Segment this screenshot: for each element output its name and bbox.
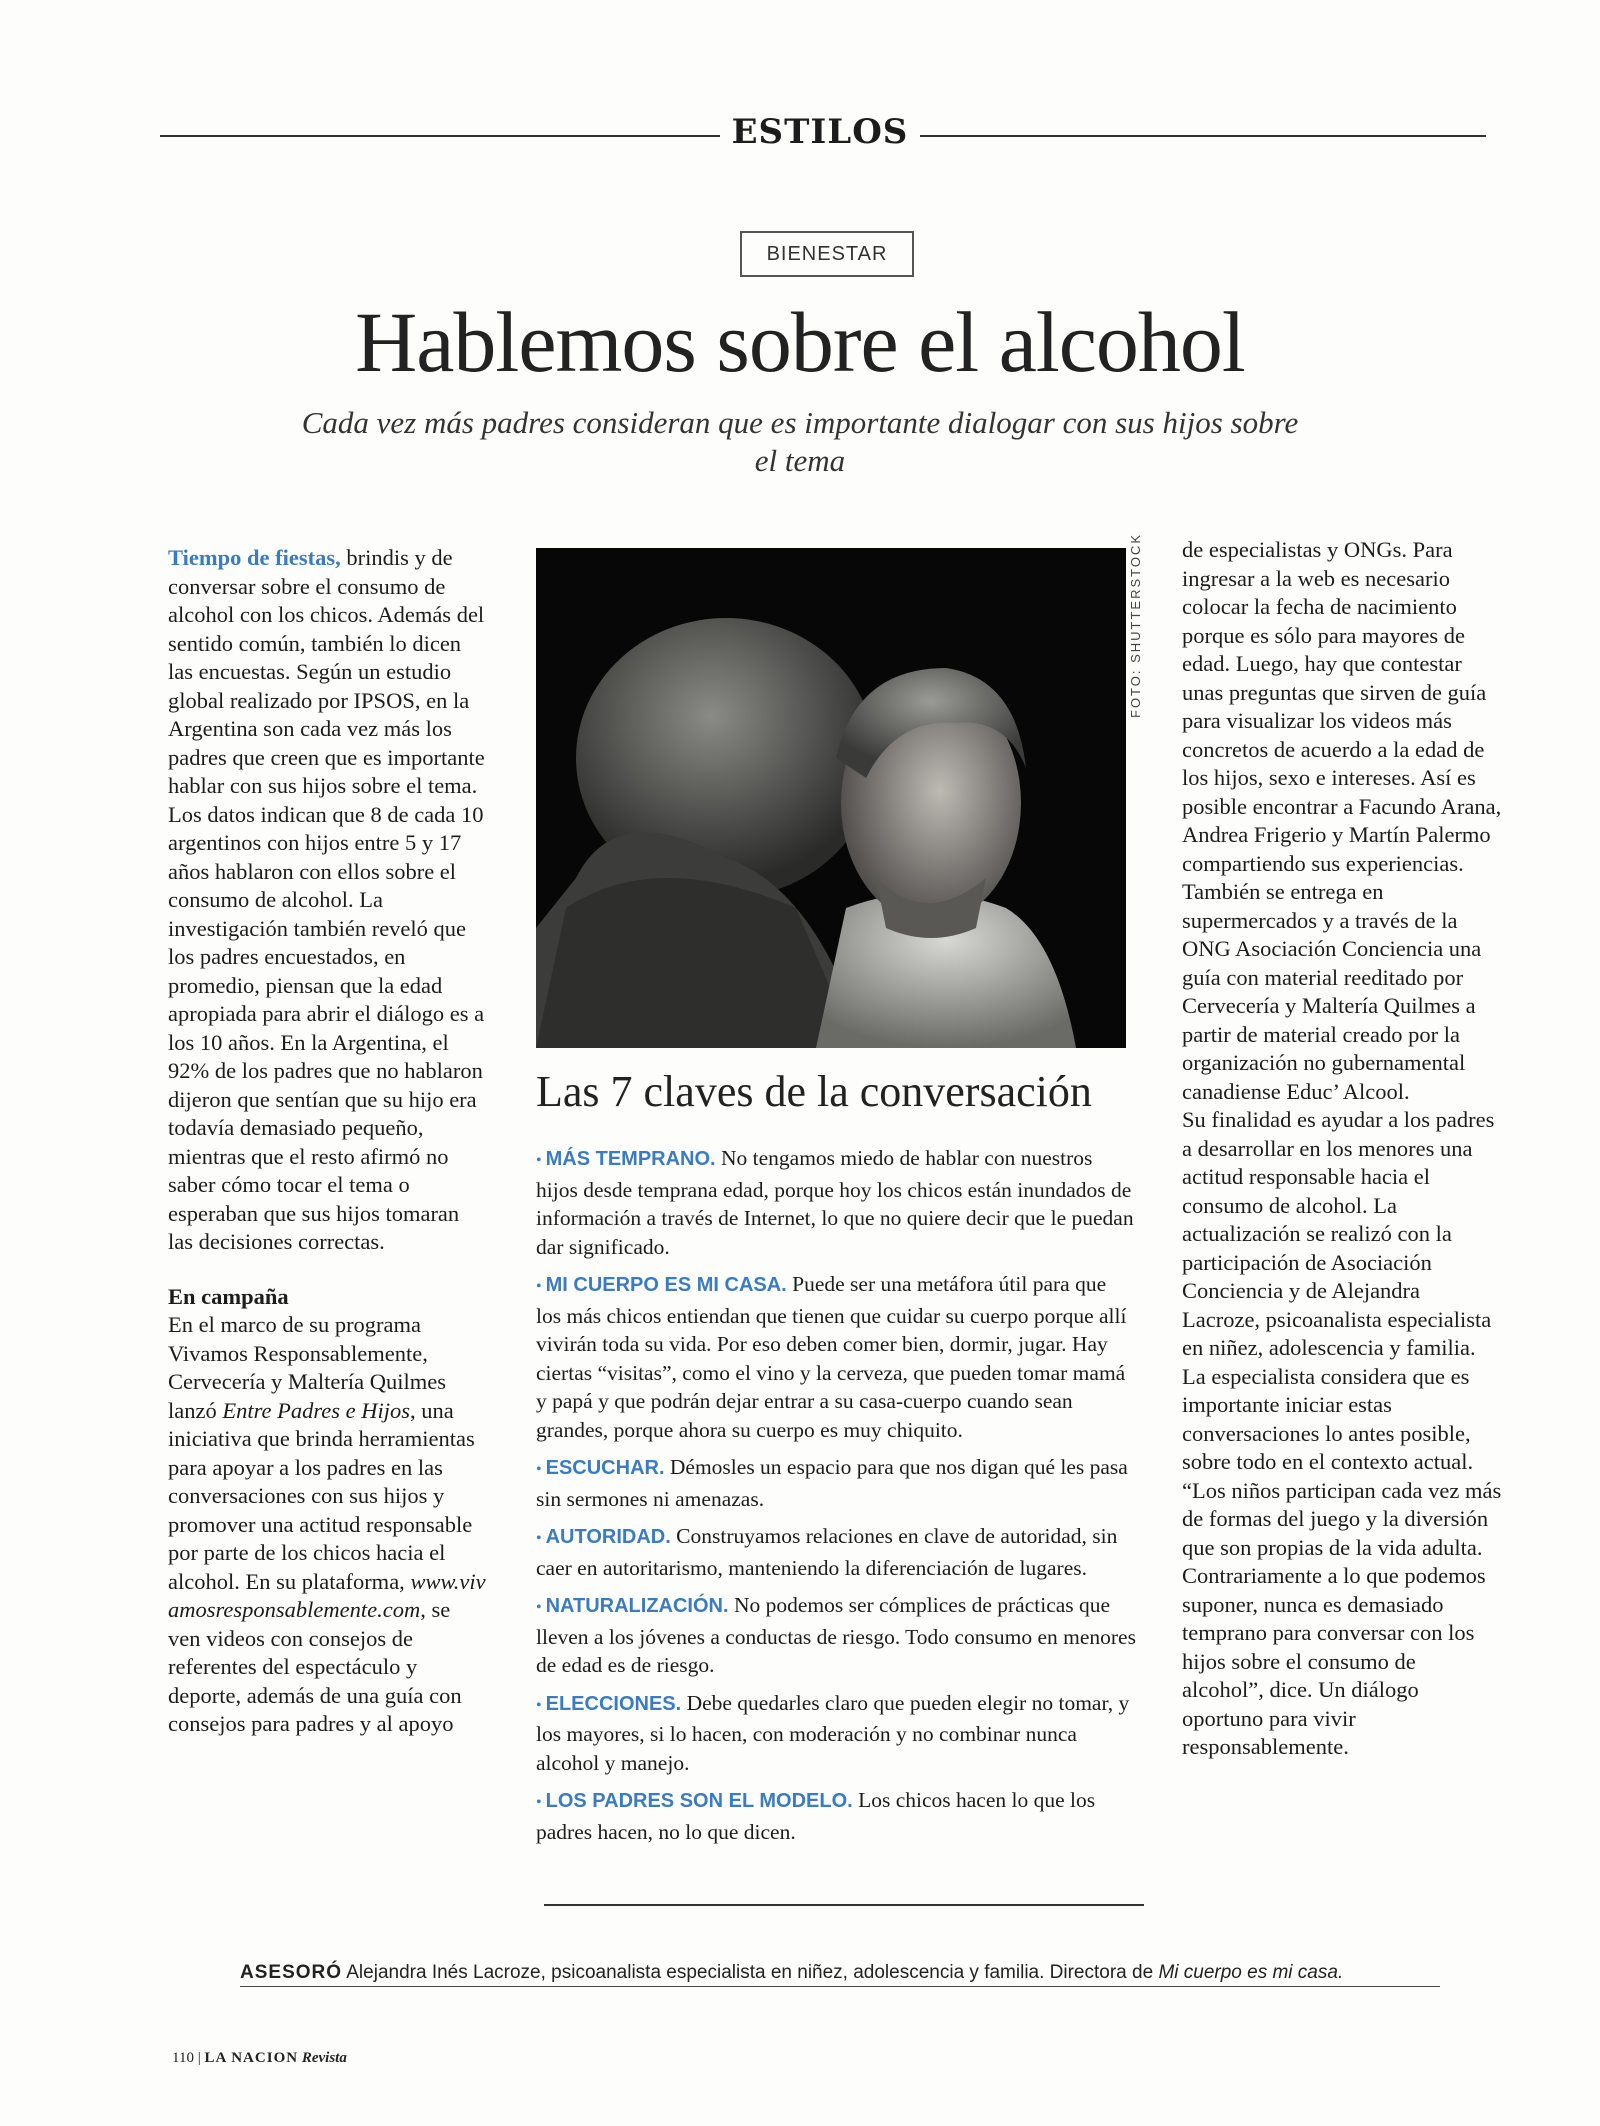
list-item xyxy=(536,1786,1136,1846)
adviser-text: Alejandra Inés Lacroze, psicoanalista especialista en niñez, adolescencia y familia. Directora de xyxy=(342,1962,1159,1983)
column-left xyxy=(168,544,488,1739)
keys-list xyxy=(536,1144,1136,1855)
bullet-icon: • xyxy=(536,1278,542,1295)
subhead-en-campana: En campaña xyxy=(168,1283,289,1309)
bullet-icon: • xyxy=(536,1461,542,1478)
kicker-label: BIENESTAR xyxy=(740,231,914,277)
bullet-icon: • xyxy=(536,1152,542,1169)
bullet-icon: • xyxy=(536,1696,542,1714)
key-text: Construyamos relaciones en clave de autoridad, sin caer en autoritarismo, manteniendo la diferenciación de lugares. xyxy=(536,1524,1118,1580)
bullet-icon: • xyxy=(536,1599,542,1616)
section-header xyxy=(160,112,1486,158)
key-keyword: ELECCIONES. xyxy=(545,1692,682,1715)
paragraph: También se entrega en supermercados y a través de la ONG Asociación Conciencia una guía con material reeditado por Cervecería y Maltería Quilmes a partir de material creado por la organización no gubernamental canadiense Educ’ Alcool. xyxy=(1182,879,1482,1104)
folio-separator: | xyxy=(193,2050,205,2066)
section-title: ESTILOS xyxy=(731,112,909,152)
page-number: 110 xyxy=(172,2050,194,2066)
list-item xyxy=(536,1270,1136,1444)
section-rule-right xyxy=(920,135,1486,137)
campaign-text-b: , una iniciativa que brinda herramientas para apoyar a los padres en las conversaciones con sus hijos y promover una actitud responsable por parte de los chicos hacia el alcohol. En su plataforma, xyxy=(168,1397,475,1594)
key-keyword: ESCUCHAR. xyxy=(545,1457,665,1479)
bullet-icon: • xyxy=(536,1530,542,1547)
list-item xyxy=(536,1453,1136,1513)
campaign-paragraph xyxy=(168,1311,488,1739)
key-text: Puede ser una metáfora útil para que los más chicos entiendan que tienen que cuidar su cuerpo porque allí vivirán toda su vida. Por eso deben comer bien, dormir, jugar. Hay ciertas “visitas”, como el vino y la cerveza, que pueden tomar mamá y papá y que podrán dejar entrar a su casa-cuerpo cuando sean grandes, porque ahora su cuerpo es muy chiquito. xyxy=(536,1272,1127,1442)
magazine-section: Revista xyxy=(298,2050,347,2066)
magazine-name: LA NACION xyxy=(204,2050,299,2066)
section-rule-left xyxy=(160,135,720,137)
column-right xyxy=(1182,536,1502,1762)
list-item xyxy=(536,1522,1136,1582)
intro-paragraph xyxy=(168,544,488,1257)
list-item xyxy=(536,1144,1136,1261)
key-text: Los chicos hacen lo que los padres hacen, no lo que dicen. xyxy=(536,1788,1096,1844)
list-item xyxy=(536,1689,1136,1778)
father-son-photo xyxy=(536,548,1126,1048)
key-keyword: MÁS TEMPRANO. xyxy=(545,1148,716,1170)
key-keyword: LOS PADRES SON EL MODELO. xyxy=(545,1790,853,1812)
adviser-label: ASESORÓ xyxy=(240,1962,343,1983)
list-item xyxy=(536,1591,1136,1680)
website-link[interactable]: www.vivamosresponsablemente.com xyxy=(168,1568,486,1622)
adviser-credit xyxy=(240,1962,1440,1987)
key-text: No podemos ser cómplices de prácticas que lleven a los jóvenes a conductas de riesgo. Todo consumo en menores de edad es de riesgo. xyxy=(536,1593,1136,1677)
article-photo xyxy=(536,548,1126,1048)
intro-text: brindis y de conversar sobre el consumo de alcohol con los chicos. Además del sentido común, también lo dicen las encuestas. Según un estudio global realizado por IPSOS, en la Argentina son cada vez más los padres que creen que es importante hablar con sus hijos sobre el tema. Los datos indican que 8 de cada 10 argentinos con hijos entre 5 y 17 años hablaron con ellos sobre el consumo de alcohol. La investigación también reveló que los padres encuestados, en promedio, piensan que la edad apropiada para abrir el diálogo es a los 10 años. En la Argentina, el 92% de los padres que no hablaron dijeron que sentían que su hijo era todavía demasiado pequeño, mientras que el resto afirmó no saber cómo tocar el tema o esperaban que sus hijos tomaran las decisiones correctas. xyxy=(168,545,485,1254)
keys-box-title: Las 7 claves de la conversación xyxy=(536,1067,1092,1116)
photo-credit xyxy=(1128,532,1158,728)
key-text: Debe quedarles claro que pueden elegir no tomar, y los mayores, si lo hacen, con moderación y no combinar nunca alcohol y manejo. xyxy=(536,1690,1130,1775)
lead-in: Tiempo de fiestas, xyxy=(168,545,341,570)
key-keyword: MI CUERPO ES MI CASA. xyxy=(545,1274,787,1296)
paragraph: La especialista considera que es importante iniciar estas conversaciones lo antes posible, sobre todo en el contexto actual. “Los niños participan cada vez más de formas del juego y la diversión que son propias de la vida adulta. Contrariamente a lo que podemos suponer, nunca es demasiado temprano para conversar con los hijos sobre el consumo de alcohol”, dice. Un diálogo oportuno para vivir responsablemente. xyxy=(1182,1363,1502,1759)
key-text: Démosles un espacio para que nos digan qué les pasa sin sermones ni amenazas. xyxy=(536,1455,1128,1511)
paragraph: Su finalidad es ayudar a los padres a desarrollar en los menores una actitud responsable hacia el consumo de alcohol. La actualización se realizó con la participación de Asociación Conciencia y de Alejandra Lacroze, psicoanalista especialista en niñez, adolescencia y familia. xyxy=(1182,1107,1495,1360)
bullet-icon: • xyxy=(536,1794,542,1811)
key-text: No tengamos miedo de hablar con nuestros hijos desde temprana edad, porque hoy los chicos están inundados de información a través de Internet, lo que no quiere decir que le puedan dar significado. xyxy=(536,1146,1134,1259)
program-name: Entre Padres e Hijos xyxy=(222,1397,411,1423)
key-keyword: NATURALIZACIÓN. xyxy=(545,1595,729,1617)
campaign-text-a: En el marco de su programa Vivamos Responsablemente, Cervecería y Maltería Quilmes lanzó xyxy=(168,1312,447,1423)
deck-subtitle: Cada vez más padres consideran que es importante dialogar con sus hijos sobre el tema xyxy=(301,405,1299,478)
page-folio xyxy=(172,2050,347,2067)
headline: Hablemos sobre el alcohol xyxy=(355,294,1245,390)
box-bottom-rule xyxy=(544,1904,1144,1906)
paragraph: de especialistas y ONGs. Para ingresar a la web es necesario colocar la fecha de nacimiento porque es sólo para mayores de edad. Luego, hay que contestar unas preguntas que sirven de guía para visualizar los videos más concretos de acuerdo a la edad de los hijos, sexo e intereses. Así es posible encontrar a Facundo Arana, Andrea Frigerio y Martín Palermo compartiendo sus experiencias. xyxy=(1182,537,1502,876)
campaign-text-c: , se ven videos con consejos de referentes del espectáculo y deporte, además de una guía con consejos para padres y al apoyo xyxy=(168,1597,462,1736)
key-keyword: AUTORIDAD. xyxy=(545,1526,671,1548)
photo-credit-text: FOTO: SHUTTERSTOCK xyxy=(1128,532,1143,718)
adviser-program: Mi cuerpo es mi casa. xyxy=(1158,1962,1344,1983)
